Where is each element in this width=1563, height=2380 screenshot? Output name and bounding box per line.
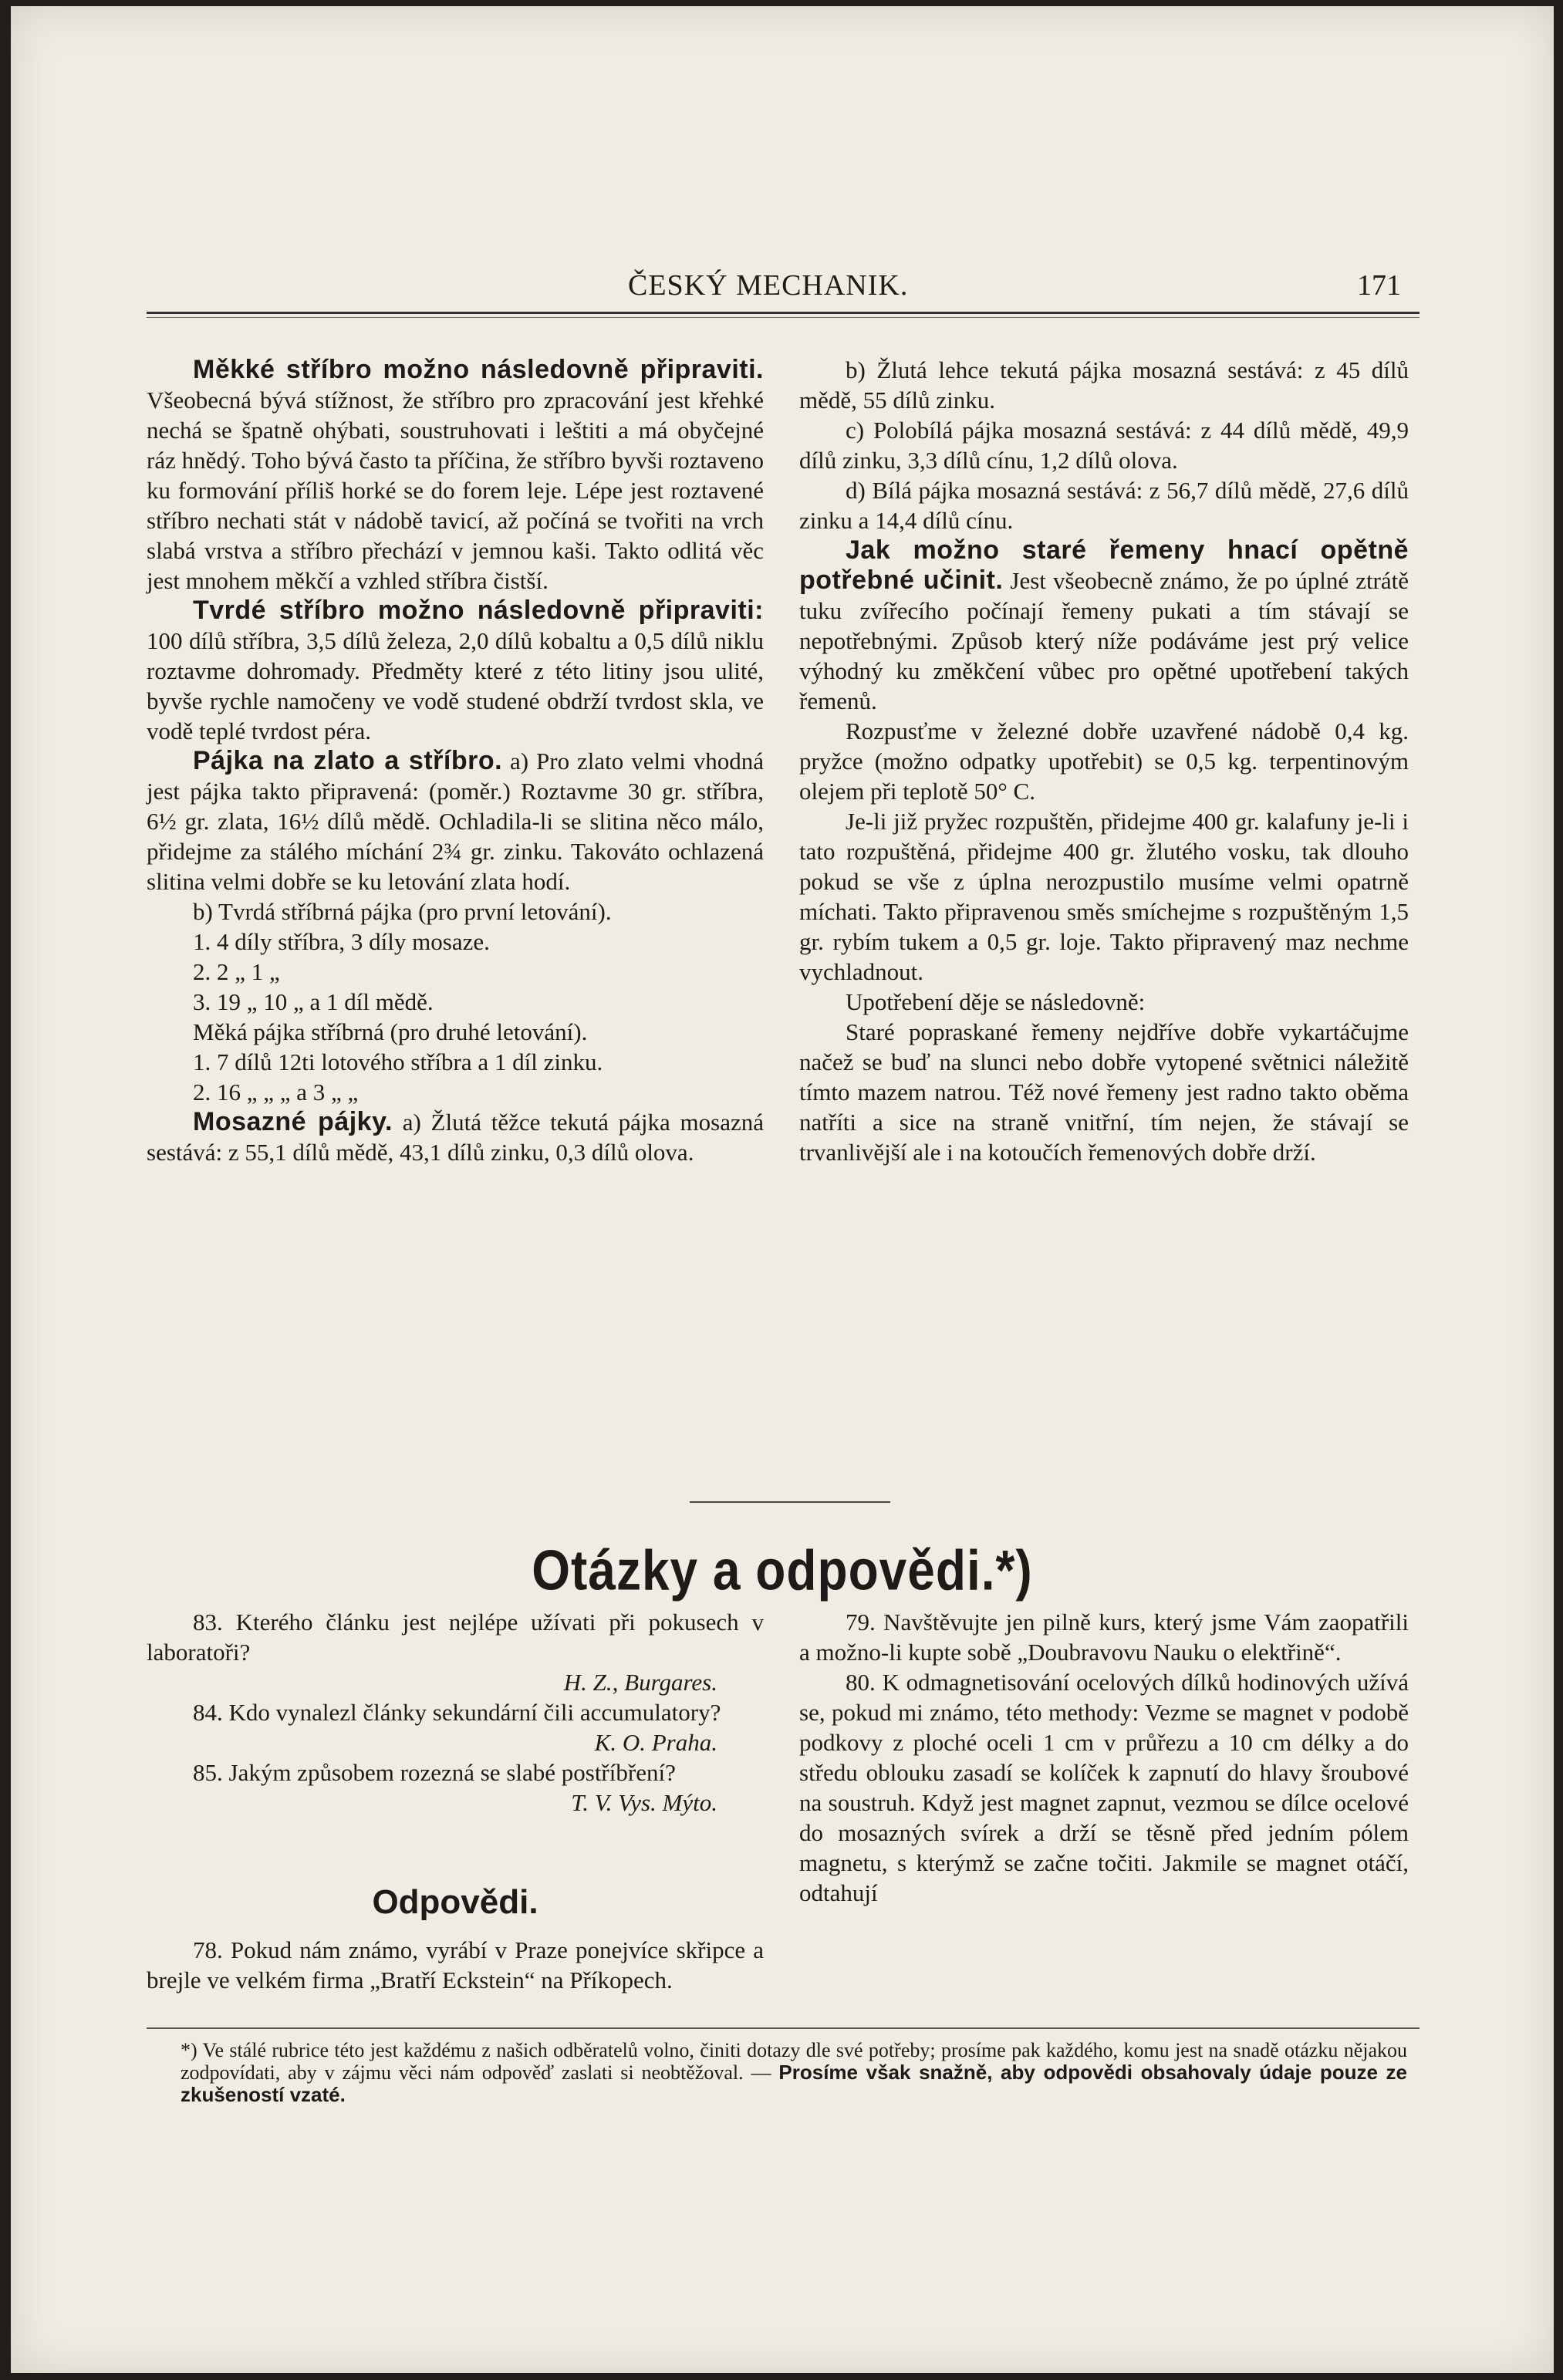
solder-recipe-line: 3. 19 „ 10 „ a 1 díl mědě. <box>193 988 434 1015</box>
section-divider <box>690 1501 890 1503</box>
right-column <box>799 355 1409 1167</box>
journal-page <box>11 6 1554 2373</box>
answer-78-block <box>147 1935 764 1995</box>
answers-right-column <box>799 1607 1409 1908</box>
questions-column <box>147 1607 764 1818</box>
question-84: 84. Kdo vynalezl články sekundární čili accumulatory? <box>193 1699 721 1726</box>
question-84-signature: K. O. Praha. <box>594 1729 717 1756</box>
answers-title: Odpovědi. <box>372 1883 538 1921</box>
answer-78: 78. Pokud nám známo, vyrábí v Praze ponejvíce skřipce a brejle ve velkém firma „Bratří Eckstein“ na Příkopech. <box>147 1936 764 1993</box>
brass-solder-b: b) Žlutá lehce tekutá pájka mosazná sestává: z 45 dílů mědě, 55 dílů zinku. <box>799 356 1409 414</box>
answer-79: 79. Navštěvujte jen pilně kurs, který jsme Vám zaopatřili a možno-li kupte sobě „Doubravovu Nauku o elektřině“. <box>799 1609 1409 1666</box>
header-rule-thin <box>147 317 1420 318</box>
question-85-signature: T. V. Vys. Mýto. <box>571 1789 717 1816</box>
solder-recipe-line: 1. 4 díly stříbra, 3 díly mosaze. <box>193 928 490 955</box>
qa-section-title: Otázky a odpovědi.*) <box>532 1538 1033 1602</box>
solder-recipe-line: 1. 7 dílů 12ti lotového stříbra a 1 díl zinku. <box>193 1048 603 1075</box>
running-header-title: ČESKÝ MECHANIK. <box>628 269 909 302</box>
question-83-signature: H. Z., Burgares. <box>563 1669 717 1696</box>
left-column <box>147 355 764 1167</box>
answer-80: 80. K odmagnetisování ocelových dílků hodinových užívá se, pokud mi známo, této methody: Vezme se magnet v podobě podkovy z ploché oceli 1 cm v průřezu a 10 cm délky a do středu oblouku zasadí se kolíček k zapnutí do hlavy šroubové na soustruh. Když jest magnet zapnut, vezmou se dílce ocelové do mosazných svírek a drží se těsně před jedním pólem magnetu, s kterýmž se začne točiti. Jakmile se magnet otáčí, odtahují <box>799 1669 1409 1906</box>
footnote-bold: Prosíme však snažně, aby odpovědi obsahovaly údaje pouze ze zkušeností vzaté. <box>181 2061 1407 2106</box>
footnote <box>181 2039 1407 2106</box>
footnote-text: *) Ve stálé rubrice této jest každému z našich odběratelů volno, činiti dotazy dle své potřeby; prosíme pak každého, komu jest na snadě otázku nějakou zodpovídati, aby v zájmu věci nám odpověď zaslati si neobtěžoval. — <box>181 2039 1407 2084</box>
article-hard-silver: Tvrdé stříbro možno následovně připraviti: 100 dílů stříbra, 3,5 dílů železa, 2,0 dílů kobaltu a 0,5 dílů niklu roztavme dohromady. Předměty které z této litiny jsou ulité, byvše rychle namočeny ve vodě studené obdrží tvrdost skla, ve vodě teplé tvrdost péra. <box>147 596 764 744</box>
solder-recipe-line: b) Tvrdá stříbrná pájka (pro první letování). <box>193 898 612 925</box>
article-brass-solder: Mosazné pájky. a) Žlutá těžce tekutá pájka mosazná sestává: z 55,1 dílů mědě, 43,1 dílů zinku, 0,3 dílů olova. <box>147 1107 764 1166</box>
brass-solder-c: c) Polobílá pájka mosazná sestává: z 44 dílů mědě, 49,9 dílů zinku, 3,3 dílů cínu, 1,2 dílů olova. <box>799 417 1409 474</box>
question-85: 85. Jakým způsobem rozezná se slabé postříbření? <box>193 1759 676 1786</box>
solder-recipe-line: Měká pájka stříbrná (pro druhé letování). <box>193 1018 588 1045</box>
article-gold-solder: Pájka na zlato a stříbro. a) Pro zlato velmi vhodná jest pájka takto připravená: (poměr.) Roztavme 30 gr. stříbra, 6½ gr. zlata, 16½ dílů mědě. Ochladila-li se slitina něco málo, přidejme za stálého míchání 2¾ gr. zinku. Takováto ochlazená slitina velmi dobře se ku letování zlata hodí. <box>147 746 765 895</box>
belts-paragraph: Je-li již pryžec rozpuštěn, přidejme 400 gr. kalafuny je-li i tato rozpuštěná, přidejme 400 gr. žlutého vosku, tak dlouho pokud se vše z úplna nerozpustilo musíme velmi opatrně míchati. Takto připravenou směs smíchejme s rozpuštěným 1,5 gr. rybím tukem a 0,5 gr. loje. Takto připravený maz nechme vychladnout. <box>799 808 1409 985</box>
question-83: 83. Kterého článku jest nejlépe užívati při pokusech v laboratoři? <box>147 1609 764 1666</box>
article-soft-silver: Měkké stříbro možno následovně připraviti. Všeobecná bývá stížnost, že stříbro pro zpracování jest křehké nechá se špatně ohýbati, soustruhovati i leštiti a má obyčejné ráz hnědý. Toho bývá často ta příčina, že stříbro byvši roztaveno ku formování příliš horké se do forem leje. Lépe jest roztavené stříbro nechati stát v nádobě tavicí, až počíná se tvořiti na vrch slabá vrstva a stříbro přechází v jemnou kaši. Takto odlitá věc jest mnohem měkčí a vzhled stříbra čistší. <box>147 355 764 594</box>
page-number: 171 <box>1357 269 1401 302</box>
article-belts: Jak možno staré řemeny hnací opětně potřebné učinit. Jest všeobecně známo, že po úplné ztrátě tuku zvířecího počínají řemeny pukati a tím stávají se nepotřebnými. Způsob který níže podáváme jest prý velice výhodný ku změkčení vůbec pro opětné upotřebení takých řemenů. <box>799 535 1409 714</box>
belts-paragraph: Upotřebení děje se následovně: <box>846 988 1146 1015</box>
solder-recipe-line: 2. 16 „ „ „ a 3 „ „ <box>193 1079 359 1106</box>
belts-paragraph: Rozpusťme v železné dobře uzavřené nádobě 0,4 kg. pryžce (možno odpatky upotřebit) se 0,5 kg. terpentinovým olejem při teplotě 50° C. <box>799 717 1409 805</box>
footnote-rule <box>147 2027 1420 2029</box>
header-rule <box>147 312 1420 314</box>
solder-recipe-line: 2. 2 „ 1 „ <box>193 958 280 985</box>
brass-solder-d: d) Bílá pájka mosazná sestává: z 56,7 dílů mědě, 27,6 dílů zinku a 14,4 dílů cínu. <box>799 477 1409 534</box>
belts-paragraph: Staré popraskané řemeny nejdříve dobře vykartáčujme načež se buď na slunci nebo dobře vytopené světnici náležitě tímto mazem natrou. Též nové řemeny jest radno takto oběma natříti a sice na straně vnitřní, tím nejen, že stávají se trvanlivější ale i na kotoučích řemenových dobře drží. <box>799 1018 1409 1166</box>
